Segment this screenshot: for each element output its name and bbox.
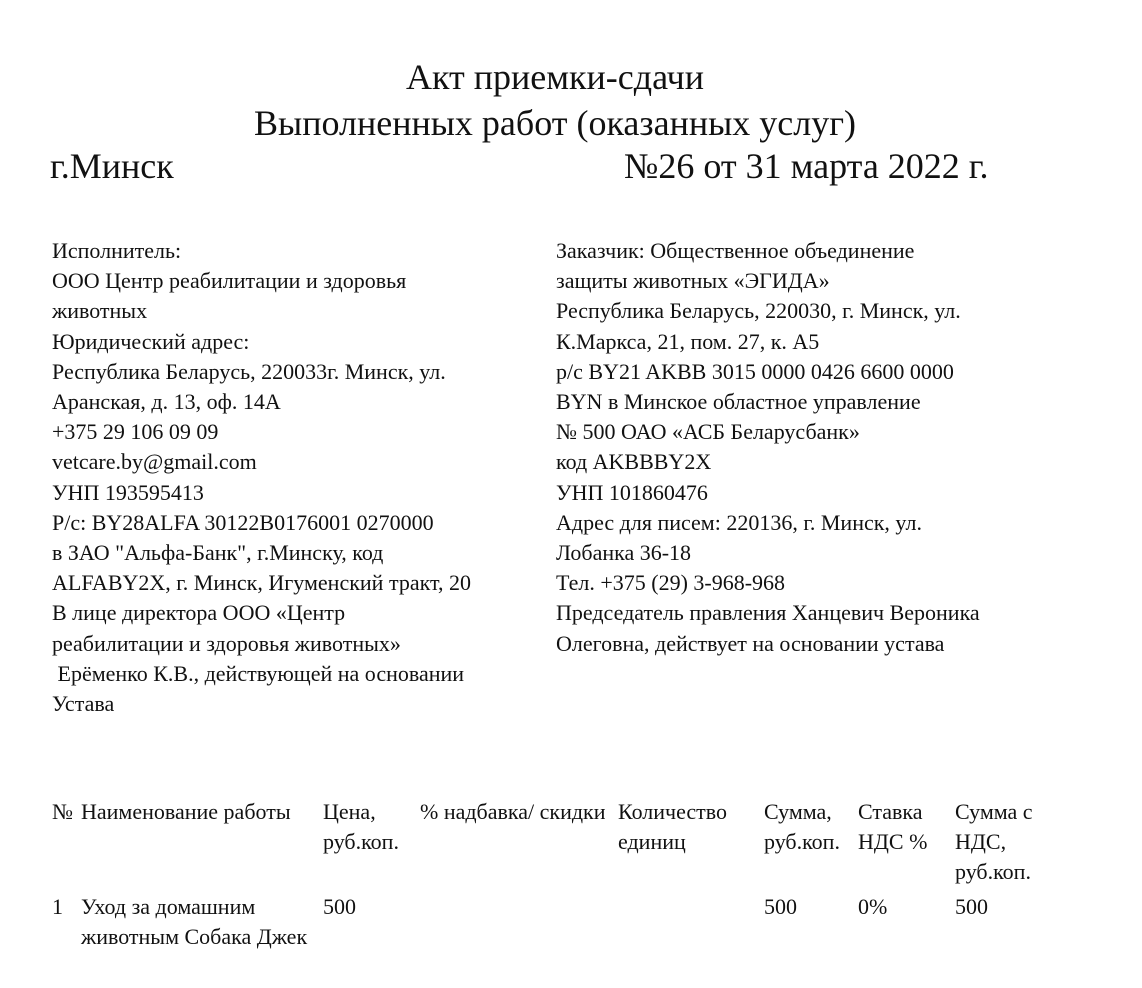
col-header-discount: % надбавка/ скидки (420, 799, 606, 824)
executor-line: Ерёменко К.В., действующей на основании (52, 660, 465, 686)
executor-line: УНП 193595413 (52, 479, 204, 505)
executor-line: Исполнитель: (52, 238, 182, 263)
table-header-row (48, 797, 1059, 892)
cell-price: 500 (323, 893, 356, 919)
customer-line: Адрес для писем: 220136, г. Минск, ул. (556, 509, 922, 535)
cell-vat-rate: 0% (858, 893, 888, 919)
customer-line: р/с BY21 AKBB 3015 0000 0426 6600 0000 (556, 358, 954, 384)
act-number-date: №26 от 31 марта 2022 г. (624, 146, 989, 186)
cell-discount (416, 892, 614, 952)
executor-line: реабилитации и здоровья животных» (52, 630, 401, 656)
executor-line: Республика Беларусь, 220033г. Минск, ул. (52, 358, 446, 384)
customer-line: № 500 ОАО «АСБ Беларусбанк» (556, 419, 860, 445)
executor-line: +375 29 106 09 09 (52, 419, 219, 445)
executor-line: Юридический адрес: (52, 328, 250, 354)
cell-quantity (614, 892, 760, 952)
customer-line: защиты животных «ЭГИДА» (556, 268, 830, 294)
executor-line: ALFABY2X, г. Минск, Игуменский тракт, 20 (52, 570, 471, 596)
executor-line: Р/с: BY28ALFA 30122B0176001 0270000 (52, 509, 434, 535)
customer-line: Лобанка 36-18 (556, 540, 692, 566)
document-subtitle: Выполненных работ (оказанных услуг) (254, 103, 856, 143)
col-header-sum: Сумма, руб.коп. (764, 799, 840, 855)
col-header-vat-rate: Ставка НДС % (858, 799, 928, 855)
customer-line: УНП 101860476 (556, 479, 708, 505)
customer-line: BYN в Минское областное управление (556, 389, 921, 415)
executor-details (52, 236, 552, 719)
cell-number: 1 (52, 893, 63, 919)
executor-line: Устава (52, 691, 115, 717)
col-header-quantity: Количество единиц (618, 799, 728, 855)
customer-line: Председатель правления Ханцевич Вероника (556, 600, 980, 626)
customer-line: Заказчик: Общественное объединение (556, 238, 915, 263)
cell-name: Уход за домашним животным Собака Джек (81, 893, 308, 949)
executor-line: ООО Центр реабилитации и здоровья (52, 268, 407, 294)
col-header-number: № (52, 799, 73, 824)
city-label: г.Минск (50, 146, 174, 186)
executor-line: В лице директора ООО «Центр (52, 600, 346, 626)
col-header-sum-with-vat: Сумма с НДС, руб.коп. (955, 799, 1033, 885)
customer-details (556, 236, 1116, 659)
executor-line: в ЗАО "Альфа-Банк", г.Минску, код (52, 540, 384, 566)
executor-line: животных (52, 298, 148, 324)
executor-line: Аранская, д. 13, оф. 14А (52, 389, 281, 415)
cell-sum: 500 (764, 893, 797, 919)
customer-line: Республика Беларусь, 220030, г. Минск, ул. (556, 298, 961, 324)
customer-line: код AKBBBY2X (556, 449, 712, 475)
executor-line: vetcare.by@gmail.com (52, 449, 257, 475)
col-header-price: Цена, руб.коп. (323, 799, 399, 855)
document-title: Акт приемки-сдачи (406, 57, 704, 97)
customer-line: Олеговна, действует на основании устава (556, 630, 945, 656)
customer-line: Тел. +375 (29) 3-968-968 (556, 570, 786, 596)
services-table (48, 797, 1059, 952)
customer-line: К.Маркса, 21, пом. 27, к. А5 (556, 328, 820, 354)
table-row (48, 892, 1059, 952)
col-header-name: Наименование работы (81, 799, 291, 824)
cell-sum-with-vat: 500 (955, 893, 988, 919)
